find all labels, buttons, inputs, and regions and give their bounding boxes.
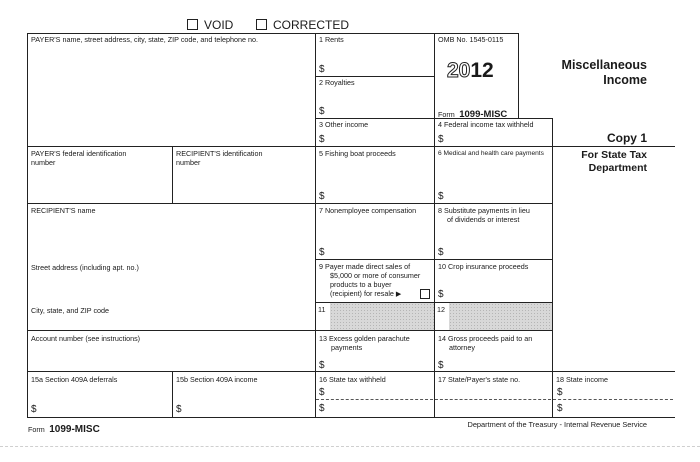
payer-name-label: PAYER'S name, street address, city, state, ZIP code, and telephone no.: [31, 35, 258, 44]
grid-row-2: [315, 118, 552, 119]
recipient-id-label: RECIPIENT'S identification: [176, 149, 263, 158]
tax-year: [447, 60, 494, 81]
box-7-dollar: $: [319, 247, 325, 258]
tax-year-outline: 20: [447, 59, 471, 82]
grid-row-8: [27, 371, 675, 372]
box-14-label-2: attorney: [449, 343, 475, 352]
box-6-label: 6 Medical and health care payments: [438, 150, 544, 157]
box-11-label: 11: [318, 305, 326, 314]
grid-col-c-top: [518, 33, 519, 118]
form-title-line-2: Income: [603, 73, 647, 87]
box-9-label-4: (recipient) for resale ▶: [330, 289, 402, 298]
account-number-label: Account number (see instructions): [31, 334, 141, 343]
recipient-id-label-2: number: [176, 158, 201, 167]
box-14-label-1: 14 Gross proceeds paid to an: [438, 334, 533, 343]
grid-row-5: [315, 259, 552, 260]
box-4-label: 4 Federal income tax withheld: [438, 120, 534, 129]
box-4-dollar: $: [438, 134, 444, 145]
dash-18: [553, 399, 673, 400]
box-3-label: 3 Other income: [319, 120, 369, 129]
void-checkbox[interactable]: [187, 19, 198, 30]
box-1-label: 1 Rents: [319, 35, 344, 44]
form-prefix-footer: Form: [28, 425, 45, 434]
grid-row-4: [27, 203, 552, 204]
box-6-dollar: $: [438, 191, 444, 202]
void-label: VOID: [204, 18, 234, 32]
perforation-line: [0, 446, 700, 447]
box-13-label-2: payments: [331, 343, 363, 352]
box-10-label: 10 Crop insurance proceeds: [438, 262, 529, 271]
copy-purpose-line-1: For State Tax: [581, 149, 647, 161]
grid-col-d: [552, 118, 553, 417]
grid-row-7: [27, 330, 552, 331]
box-5-dollar: $: [319, 191, 325, 202]
dash-17: [435, 399, 551, 400]
box-14-dollar: $: [438, 360, 444, 371]
grid-col-b: [434, 33, 435, 417]
corrected-label: CORRECTED: [273, 18, 350, 32]
box-9-label-2: $5,000 or more of consumer: [330, 271, 421, 280]
street-address-label: Street address (including apt. no.): [31, 263, 139, 272]
box-8-dollar: $: [438, 247, 444, 258]
box-5-label: 5 Fishing boat proceeds: [319, 149, 396, 158]
box-13-label-1: 13 Excess golden parachute: [319, 334, 410, 343]
box-16-label: 16 State tax withheld: [319, 375, 386, 384]
box-8-label-2: of dividends or interest: [447, 215, 520, 224]
box-17-label: 17 State/Payer's state no.: [438, 375, 521, 384]
grid-row-1: [315, 76, 434, 77]
department-label: Department of the Treasury - Internal Revenue Service: [467, 420, 647, 429]
box-12-label: 12: [437, 305, 445, 314]
recipient-name-label: RECIPIENT'S name: [31, 206, 96, 215]
box-9-label-3: products to a buyer: [330, 280, 392, 289]
box-1-dollar: $: [319, 64, 325, 75]
box-15b-dollar: $: [176, 404, 182, 415]
omb-number: OMB No. 1545-0115: [438, 35, 504, 44]
box-2-label: 2 Royalties: [319, 78, 355, 87]
grid-col-15: [172, 371, 173, 417]
tax-year-bold: 12: [470, 59, 494, 82]
box-8-label-1: 8 Substitute payments in lieu: [438, 206, 530, 215]
dash-16: [316, 399, 433, 400]
copy-designation: Copy 1: [606, 131, 647, 145]
grid-left: [27, 33, 28, 417]
box-18-dollar-2: $: [557, 403, 563, 414]
box-3-dollar: $: [319, 134, 325, 145]
grid-row-3: [27, 146, 675, 147]
form-name-footer: 1099-MISC: [49, 424, 100, 435]
box-2-dollar: $: [319, 106, 325, 117]
form-title: [562, 58, 647, 88]
box-15a-label: 15a Section 409A deferrals: [31, 375, 118, 384]
grid-top: [27, 33, 518, 34]
box-9-label-1: 9 Payer made direct sales of: [319, 262, 411, 271]
box-11-shade: [330, 303, 434, 330]
city-state-zip-label: City, state, and ZIP code: [31, 306, 110, 315]
box-10-dollar: $: [438, 289, 444, 300]
box-7-label: 7 Nonemployee compensation: [319, 206, 417, 215]
copy-purpose: [581, 149, 647, 175]
box-15a-dollar: $: [31, 404, 37, 415]
form-title-line-1: Miscellaneous: [561, 58, 647, 72]
payer-fed-id-label-2: number: [31, 158, 56, 167]
payer-fed-id-label: PAYER'S federal identification: [31, 149, 127, 158]
box-15b-label: 15b Section 409A income: [176, 375, 258, 384]
box-9-checkbox[interactable]: [420, 289, 430, 299]
corrected-checkbox[interactable]: [256, 19, 267, 30]
copy-purpose-line-2: Department: [588, 162, 647, 174]
form-prefix-header: Form: [438, 110, 455, 119]
form-name-header: 1099-MISC: [459, 109, 508, 120]
box-16-dollar-2: $: [319, 403, 325, 414]
box-16-dollar-1: $: [319, 387, 325, 398]
grid-col-ids: [172, 146, 173, 203]
box-18-label: 18 State income: [556, 375, 608, 384]
grid-col-a: [315, 33, 316, 417]
form-id-footer: [28, 419, 100, 437]
grid-bottom: [27, 417, 675, 418]
box-12-shade: [449, 303, 552, 330]
box-18-dollar-1: $: [557, 387, 563, 398]
box-13-dollar: $: [319, 360, 325, 371]
